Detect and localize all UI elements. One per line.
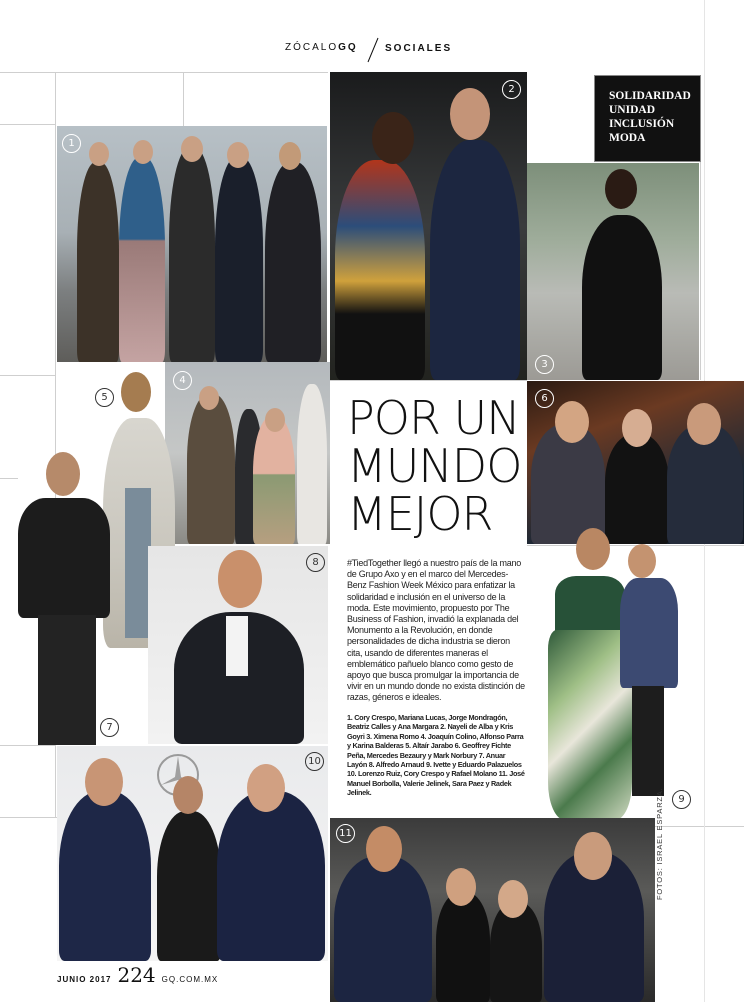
grid-line: [700, 160, 701, 380]
grid-line: [0, 375, 55, 376]
tag-box: [594, 75, 701, 162]
tag-inclusion: INCLUSIÓN: [609, 118, 675, 130]
footer-page-number: 224: [117, 963, 156, 987]
header-brand-zocalo: ZÓCALO: [285, 42, 339, 53]
photo-11: [330, 818, 655, 1002]
headline-line-3: MEJOR: [347, 487, 493, 541]
page-header: [285, 42, 358, 58]
photo-number-1: 1: [62, 134, 81, 153]
photo-number-2: 2: [502, 80, 521, 99]
photo-2: [330, 72, 527, 380]
photo-10: [57, 746, 328, 961]
grid-line: [0, 124, 55, 125]
photo-4: [165, 362, 330, 544]
tag-solidaridad: SOLIDARIDAD: [609, 90, 691, 102]
tag-unidad: UNIDAD: [609, 104, 655, 116]
header-brand-gq: GQ: [338, 42, 358, 53]
headline-line-1: POR UN: [347, 391, 520, 445]
photo-captions: 1. Cory Crespo, Mariana Lucas, Jorge Mondragón, Beatriz Calles y Ana Margara 2. Nayeli de Alba y Kris Goyri 3. Ximena Romo 4. Joaquín Colino, Alfonso Parra y Karina Balderas 5. Altaír Jarabo 6. Geoffrey Fichte Peña, Mercedes Bezaury y Mark Norbury 7. Anuar Layón 8. Alfredo Arnaud 9. Ivette y Eduardo Palazuelos 10. Lorenzo Ruiz, Cory Crespo y Rafael Molano 11. José Manuel Borbolla, Valerie Jelinek, Sara Paez y Radek Jelinek.: [347, 713, 525, 798]
photo-number-3: 3: [535, 355, 554, 374]
footer-website: GQ.COM.MX: [161, 975, 219, 984]
photo-7: [18, 450, 113, 765]
grid-line: [0, 478, 18, 479]
grid-line: [330, 380, 527, 381]
photo-number-5: 5: [95, 388, 114, 407]
photo-number-8: 8: [306, 553, 325, 572]
headline-line-2: MUNDO: [347, 439, 522, 493]
photo-number-7: 7: [100, 718, 119, 737]
photo-number-10: 10: [305, 752, 324, 771]
photo-credit: FOTOS: ISRAEL ESPARZA.: [655, 787, 664, 900]
header-slash: [366, 36, 380, 64]
headline: [347, 391, 527, 541]
grid-line: [183, 72, 184, 127]
photo-8: [148, 546, 328, 744]
photo-3: [527, 163, 699, 380]
photo-1: [57, 126, 327, 362]
photo-number-11: 11: [336, 824, 355, 843]
header-section: SOCIALES: [385, 43, 453, 54]
footer-date: JUNIO 2017: [57, 975, 112, 984]
footer: [57, 963, 218, 993]
photo-9: [540, 520, 690, 825]
grid-line: [0, 72, 328, 73]
tag-moda: MODA: [609, 132, 646, 144]
photo-number-6: 6: [535, 389, 554, 408]
photo-number-9: 9: [672, 790, 691, 809]
photo-number-4: 4: [173, 371, 192, 390]
article-body: #TiedTogether llegó a nuestro país de la mano de Grupo Axo y en el marco del Mercedes-Benz Fashion Week México para enfatizar la solidaridad e inclusión en el universo de la moda. Este movimiento, propuesto por The Business of Fashion, invadió la explanada del Monumento a la Revolución, en donde personalidades de dicha industria se dieron cita, usando de diferentes maneras el emblemático pañuelo blanco como gesto de apoyo que busca promulgar la importancia de vivir en un mundo donde no exista distinción de razas, géneros e ideales.: [347, 558, 525, 703]
